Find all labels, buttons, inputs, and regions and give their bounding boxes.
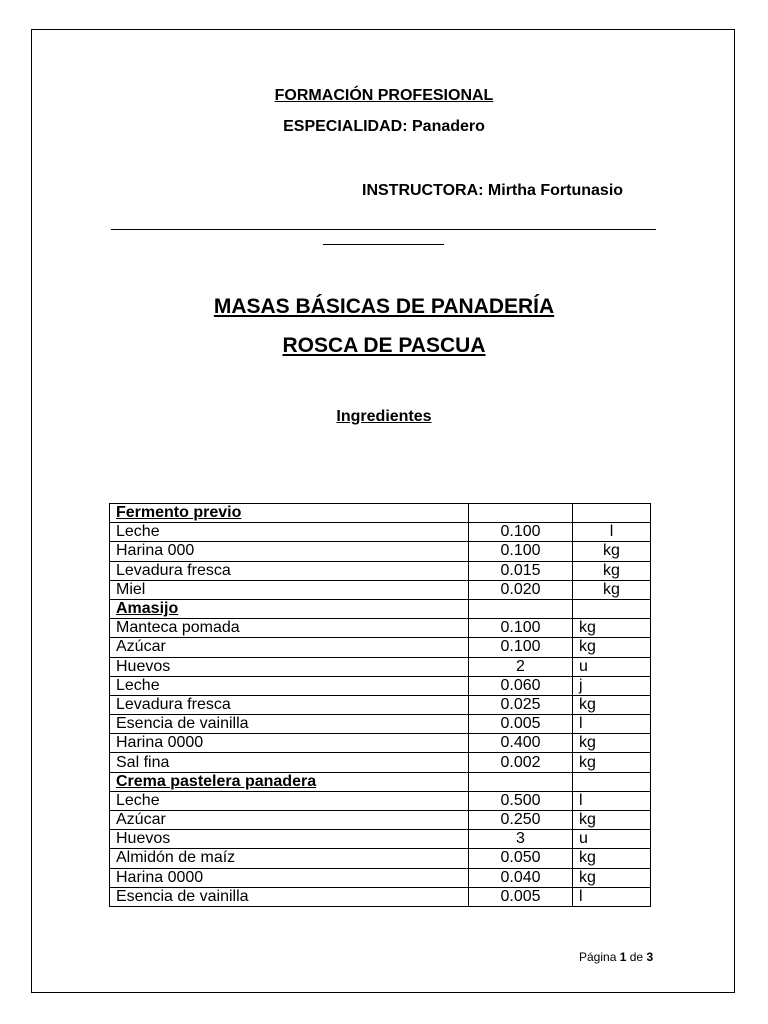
ingredient-quantity-cell (469, 772, 573, 791)
ingredient-unit-cell (573, 599, 651, 618)
specialty-heading: ESPECIALIDAD: Panadero (283, 118, 485, 135)
page-number: 1 (619, 950, 627, 964)
page-footer (579, 950, 653, 964)
table-row (110, 676, 651, 695)
table-row (110, 811, 651, 830)
ingredient-unit-cell: kg (573, 580, 651, 599)
ingredient-unit-cell: l (573, 523, 651, 542)
table-row (110, 715, 651, 734)
table-row (110, 580, 651, 599)
ingredient-name-cell: Manteca pomada (110, 619, 469, 638)
ingredient-quantity-cell: 0.060 (469, 676, 573, 695)
ingredient-unit-cell: j (573, 676, 651, 695)
ingredient-quantity-cell: 0.250 (469, 811, 573, 830)
ingredient-name-cell: Almidón de maíz (110, 849, 469, 868)
page-total: 3 (646, 950, 654, 964)
table-row (110, 753, 651, 772)
ingredient-unit-cell: kg (573, 619, 651, 638)
separator-line-short (323, 244, 444, 245)
ingredient-name-cell: Huevos (110, 657, 469, 676)
ingredient-name-cell: Miel (110, 580, 469, 599)
table-row (110, 619, 651, 638)
ingredient-quantity-cell: 0.100 (469, 619, 573, 638)
ingredient-name-cell: Amasijo (110, 599, 469, 618)
ingredient-name-cell: Esencia de vainilla (110, 887, 469, 906)
ingredient-quantity-cell: 0.040 (469, 868, 573, 887)
table-row (110, 791, 651, 810)
ingredient-name-cell: Azúcar (110, 811, 469, 830)
document-title: MASAS BÁSICAS DE PANADERÍA (213, 295, 555, 318)
of-label: de (629, 950, 644, 964)
ingredient-name-cell: Azúcar (110, 638, 469, 657)
ingredient-name-cell: Harina 000 (110, 542, 469, 561)
ingredient-unit-cell: l (573, 791, 651, 810)
table-row (110, 638, 651, 657)
ingredient-name-cell: Levadura fresca (110, 561, 469, 580)
table-row (110, 868, 651, 887)
ingredient-unit-cell: kg (573, 734, 651, 753)
ingredients-table (109, 503, 651, 907)
ingredient-unit-cell: l (573, 887, 651, 906)
program-heading: FORMACIÓN PROFESIONAL (274, 87, 494, 104)
table-row (110, 542, 651, 561)
page-label: Página (579, 950, 617, 964)
ingredient-name-cell: Huevos (110, 830, 469, 849)
ingredient-unit-cell: kg (573, 868, 651, 887)
ingredient-unit-cell: kg (573, 561, 651, 580)
ingredient-quantity-cell (469, 599, 573, 618)
instructor-heading: INSTRUCTORA: Mirtha Fortunasio (362, 182, 624, 199)
table-row (110, 657, 651, 676)
ingredient-name-cell: Esencia de vainilla (110, 715, 469, 734)
ingredient-unit-cell: u (573, 830, 651, 849)
ingredient-quantity-cell: 0.005 (469, 715, 573, 734)
ingredient-unit-cell: kg (573, 695, 651, 714)
table-row (110, 734, 651, 753)
ingredient-unit-cell: kg (573, 811, 651, 830)
ingredient-unit-cell: u (573, 657, 651, 676)
ingredient-name-cell: Harina 0000 (110, 734, 469, 753)
table-row (110, 849, 651, 868)
ingredient-quantity-cell: 0.500 (469, 791, 573, 810)
table-row (110, 523, 651, 542)
ingredient-quantity-cell: 0.100 (469, 542, 573, 561)
table-section-row (110, 599, 651, 618)
ingredient-name-cell: Leche (110, 523, 469, 542)
ingredient-unit-cell: l (573, 715, 651, 734)
ingredient-unit-cell: kg (573, 542, 651, 561)
ingredient-quantity-cell: 0.025 (469, 695, 573, 714)
ingredient-unit-cell: kg (573, 849, 651, 868)
ingredients-table-body (110, 504, 651, 907)
table-row (110, 695, 651, 714)
table-row (110, 887, 651, 906)
ingredient-name-cell: Crema pastelera panadera (110, 772, 469, 791)
table-section-row (110, 504, 651, 523)
ingredient-quantity-cell: 0.100 (469, 523, 573, 542)
ingredient-unit-cell: kg (573, 753, 651, 772)
ingredient-quantity-cell: 0.005 (469, 887, 573, 906)
table-row (110, 561, 651, 580)
ingredient-quantity-cell: 2 (469, 657, 573, 676)
ingredient-quantity-cell: 0.400 (469, 734, 573, 753)
ingredient-name-cell: Levadura fresca (110, 695, 469, 714)
ingredient-quantity-cell: 0.100 (469, 638, 573, 657)
ingredient-name-cell: Leche (110, 791, 469, 810)
ingredient-quantity-cell (469, 504, 573, 523)
recipe-title: ROSCA DE PASCUA (282, 334, 486, 357)
ingredient-unit-cell (573, 772, 651, 791)
ingredient-quantity-cell: 0.002 (469, 753, 573, 772)
ingredient-name-cell: Leche (110, 676, 469, 695)
ingredients-heading: Ingredientes (336, 408, 432, 425)
ingredient-quantity-cell: 3 (469, 830, 573, 849)
ingredient-unit-cell (573, 504, 651, 523)
ingredient-quantity-cell: 0.050 (469, 849, 573, 868)
ingredient-name-cell: Harina 0000 (110, 868, 469, 887)
table-section-row (110, 772, 651, 791)
ingredient-name-cell: Sal fina (110, 753, 469, 772)
ingredient-quantity-cell: 0.015 (469, 561, 573, 580)
ingredient-unit-cell: kg (573, 638, 651, 657)
ingredient-name-cell: Fermento previo (110, 504, 469, 523)
ingredient-quantity-cell: 0.020 (469, 580, 573, 599)
table-row (110, 830, 651, 849)
separator-line (111, 229, 656, 230)
